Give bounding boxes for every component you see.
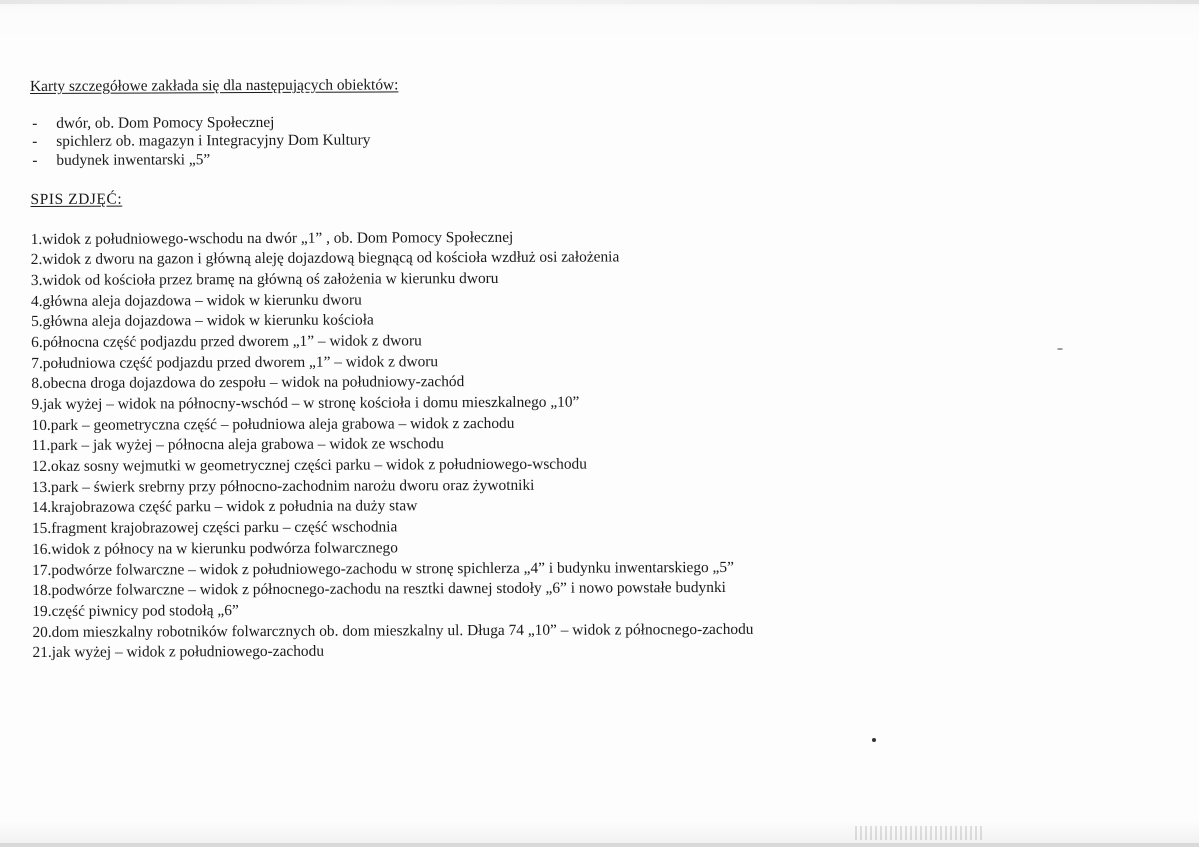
list-bullet: - xyxy=(32,132,38,150)
photo-item: 18.podwórze folwarczne – widok z północnego-zachodu na resztki dawnej stodoły „6” i nowo powstałe budynki xyxy=(32,579,726,600)
photo-item: 19.część piwnicy pod stodołą „6” xyxy=(32,601,239,620)
photo-item: 8.obecna droga dojazdowa do zespołu – widok na południowy-zachód xyxy=(31,373,465,393)
photo-item: 17.podwórze folwarczne – widok z południowego-zachodu w stronę spichlerza „4” i budynku inwentarskiego „5” xyxy=(32,558,734,579)
scan-noise xyxy=(855,826,985,840)
object-item-text: budynek inwentarski „5” xyxy=(56,150,211,169)
photo-item: 1.widok z południowego-wschodu na dwór „1” , ob. Dom Pomocy Społecznej xyxy=(30,228,514,248)
page-bottom-edge xyxy=(0,843,1199,847)
photo-item: 5.główna aleja dojazdowa – widok w kierunku kościoła xyxy=(31,311,374,331)
document-body xyxy=(30,73,1153,664)
list-bullet: - xyxy=(32,114,38,132)
photo-list-heading: SPIS ZDJĘĆ: xyxy=(30,190,123,208)
photo-item: 15.fragment krajobrazowej części parku – część wschodnia xyxy=(31,518,398,538)
object-item-text: spichlerz ob. magazyn i Integracyjny Dom Kultury xyxy=(56,131,371,150)
photo-list xyxy=(31,225,1153,664)
photo-item: 12.okaz sosny wejmutki w geometrycznej części parku – widok z południowego-wschodu xyxy=(31,455,587,476)
object-item-text: dwór, ob. Dom Pomocy Społecznej xyxy=(56,113,275,132)
photo-item: 11.park – jak wyżej – północna aleja grabowa – widok ze wschodu xyxy=(31,435,444,455)
photo-item: 3.widok od kościoła przez bramę na główną oś założenia w kierunku dworu xyxy=(30,269,499,289)
object-cards-heading: Karty szczegółowe zakłada się dla następujących obiektów: xyxy=(30,76,399,95)
photo-item: 10.park – geometryczna część – południowa aleja grabowa – widok z zachodu xyxy=(31,414,515,434)
photo-item: 13.park – świerk srebrny przy północno-zachodnim narożu dworu oraz żywotniki xyxy=(31,476,535,496)
photo-item: 21.jak wyżej – widok z południowego-zachodu xyxy=(32,642,325,662)
photo-item: 6.północna część podjazdu przed dworem „1” – widok z dworu xyxy=(31,332,422,351)
object-list xyxy=(30,110,1150,170)
scan-speck xyxy=(1057,348,1063,350)
list-bullet: - xyxy=(32,151,38,169)
object-item xyxy=(30,147,1150,170)
scan-speck xyxy=(872,738,876,742)
photo-item: 16.widok z północy na w kierunku podwórza folwarcznego xyxy=(32,539,398,558)
photo-item: 2.widok z dworu na gazon i główną aleję dojazdową biegnącą od kościoła wzdłuż osi założenia xyxy=(30,248,620,269)
photo-item: 9.jak wyżej – widok na północny-wschód – w stronę kościoła i domu mieszkalnego „10” xyxy=(31,393,580,413)
page-top-edge xyxy=(0,0,1199,4)
photo-item: 7.południowa część podjazdu przed dworem „1” – widok z dworu xyxy=(31,352,439,372)
photo-item: 20.dom mieszkalny robotników folwarcznych ob. dom mieszkalny ul. Długa 74 „10” – widok z północnego-zachodu xyxy=(32,620,754,641)
photo-item: 4.główna aleja dojazdowa – widok w kierunku dworu xyxy=(30,291,362,310)
photo-item: 14.krajobrazowa część parku – widok z południa na duży staw xyxy=(31,497,418,517)
